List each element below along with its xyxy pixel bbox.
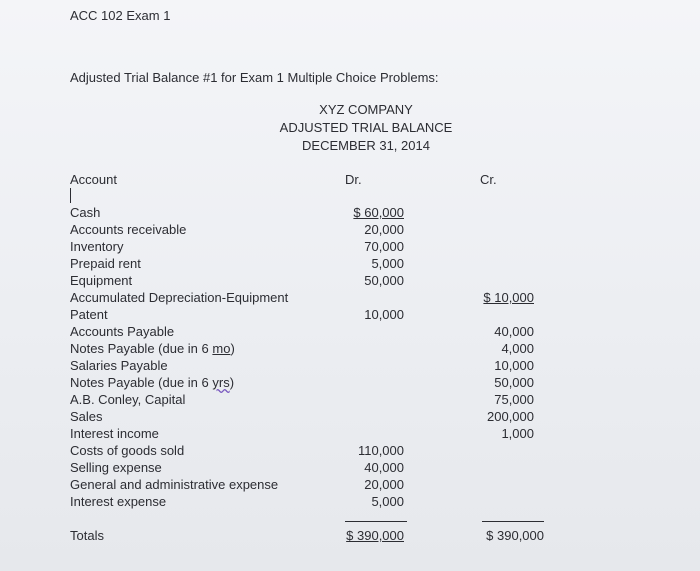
debit-amount: 5,000 bbox=[371, 494, 404, 509]
account-name-text: Notes Payable (due in 6 bbox=[70, 341, 213, 356]
debit-amount: 110,000 bbox=[357, 443, 404, 458]
account-name: A.B. Conley, Capital bbox=[70, 392, 186, 407]
debit-amount: 5,000 bbox=[371, 256, 404, 271]
statement-date: DECEMBER 31, 2014 bbox=[302, 138, 430, 153]
table-row bbox=[0, 272, 700, 289]
account-name: Selling expense bbox=[70, 460, 162, 475]
credit-amount: 4,000 bbox=[501, 341, 534, 356]
account-name: Costs of goods sold bbox=[70, 443, 185, 458]
account-name-text: Notes Payable (due in 6 bbox=[70, 375, 213, 390]
text-cursor bbox=[70, 188, 71, 203]
debit-amount: 20,000 bbox=[364, 222, 404, 237]
trial-balance-rows bbox=[0, 204, 700, 510]
table-row bbox=[0, 442, 700, 459]
account-name: Equipment bbox=[70, 273, 133, 288]
account-name: Sales bbox=[70, 409, 103, 424]
table-row bbox=[0, 340, 700, 357]
table-row bbox=[0, 323, 700, 340]
debit-amount: 10,000 bbox=[364, 307, 404, 322]
table-row bbox=[0, 459, 700, 476]
account-name-mark: mo bbox=[212, 341, 231, 356]
problem-subtitle: Adjusted Trial Balance #1 for Exam 1 Multiple Choice Problems: bbox=[70, 70, 439, 85]
column-header-debit: Dr. bbox=[345, 172, 362, 187]
account-name: Salaries Payable bbox=[70, 358, 168, 373]
account-name bbox=[70, 340, 235, 357]
account-name: Prepaid rent bbox=[70, 256, 141, 271]
table-row bbox=[0, 425, 700, 442]
account-name: Interest expense bbox=[70, 494, 167, 509]
account-name: Accumulated Depreciation-Equipment bbox=[70, 290, 289, 305]
debit-total: $ 390,000 bbox=[346, 528, 404, 543]
account-name: Cash bbox=[70, 205, 101, 220]
table-row bbox=[0, 476, 700, 493]
table-row bbox=[0, 255, 700, 272]
account-name: Inventory bbox=[70, 239, 124, 254]
credit-total: $ 390,000 bbox=[486, 528, 544, 543]
table-row bbox=[0, 391, 700, 408]
credit-amount: $ 10,000 bbox=[483, 290, 534, 305]
table-row bbox=[0, 306, 700, 323]
debit-amount: 70,000 bbox=[364, 239, 404, 254]
credit-amount: 1,000 bbox=[501, 426, 534, 441]
account-name-text: ) bbox=[230, 341, 235, 356]
debit-amount: 40,000 bbox=[364, 460, 404, 475]
account-name: Accounts receivable bbox=[70, 222, 187, 237]
table-row bbox=[0, 374, 700, 391]
account-name bbox=[70, 374, 234, 391]
credit-amount: 40,000 bbox=[494, 324, 534, 339]
account-name: Accounts Payable bbox=[70, 324, 175, 339]
column-header-credit: Cr. bbox=[480, 172, 497, 187]
debit-amount: 20,000 bbox=[364, 477, 404, 492]
account-name: Patent bbox=[70, 307, 108, 322]
table-row bbox=[0, 238, 700, 255]
account-name: Interest income bbox=[70, 426, 159, 441]
debit-amount: $ 60,000 bbox=[353, 205, 404, 220]
spellcheck-mark[interactable]: yrs bbox=[212, 375, 230, 390]
credit-amount: 200,000 bbox=[487, 409, 534, 424]
table-row bbox=[0, 204, 700, 221]
table-row bbox=[0, 289, 700, 306]
debit-total-rule bbox=[345, 521, 407, 522]
table-row bbox=[0, 357, 700, 374]
account-name-text: ) bbox=[229, 375, 235, 390]
table-row bbox=[0, 493, 700, 510]
credit-amount: 75,000 bbox=[494, 392, 534, 407]
totals-label: Totals bbox=[70, 528, 104, 543]
credit-amount: 10,000 bbox=[494, 358, 534, 373]
statement-title: ADJUSTED TRIAL BALANCE bbox=[279, 120, 453, 135]
page-header: ACC 102 Exam 1 bbox=[70, 8, 171, 23]
company-name: XYZ COMPANY bbox=[319, 102, 413, 117]
credit-amount: 50,000 bbox=[494, 375, 534, 390]
table-row bbox=[0, 221, 700, 238]
column-header-account: Account bbox=[70, 172, 117, 187]
credit-total-rule bbox=[482, 521, 544, 522]
account-name: General and administrative expense bbox=[70, 477, 279, 492]
table-row bbox=[0, 408, 700, 425]
debit-amount: 50,000 bbox=[364, 273, 404, 288]
